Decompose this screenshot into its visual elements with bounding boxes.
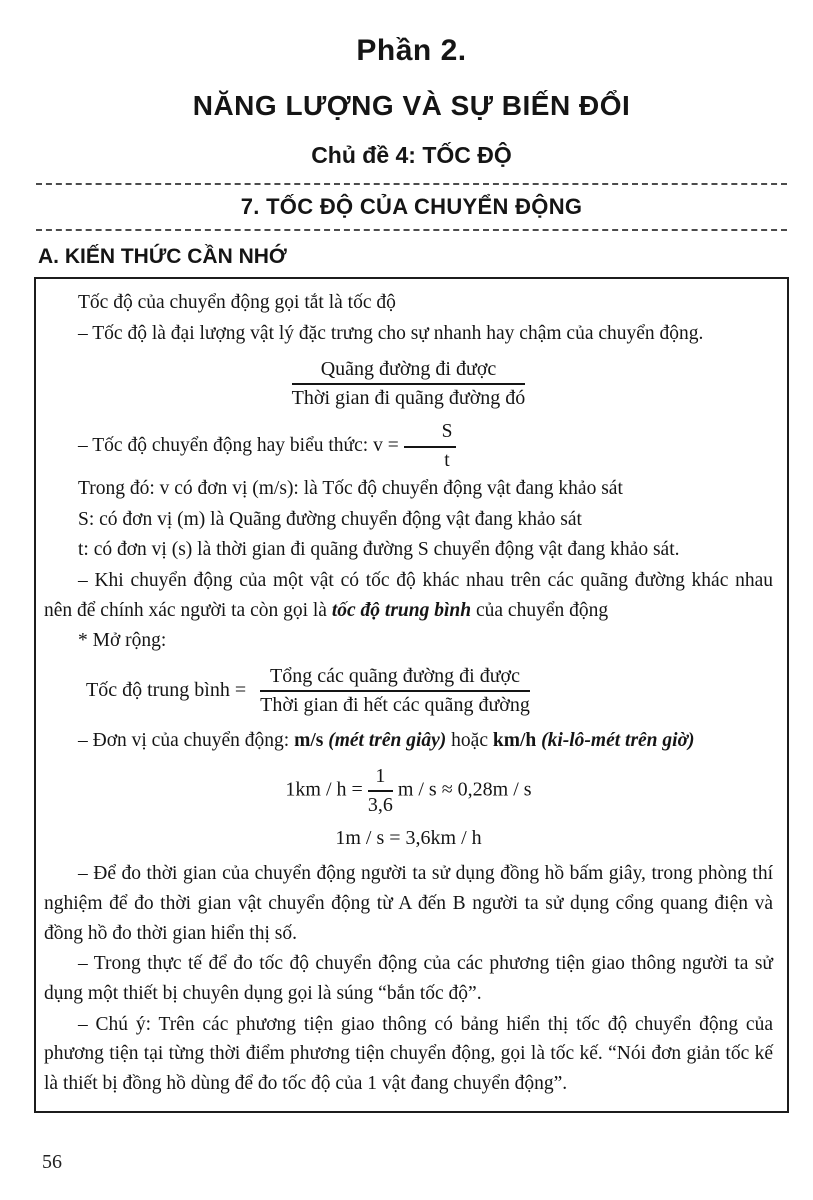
definition-paragraph: – Tốc độ là đại lượng vật lý đặc trưng cho sự nhanh hay chậm của chuyển động.	[78, 322, 704, 344]
unit-ms-note: (mét trên giây)	[323, 729, 447, 751]
avg-fraction-denominator: Thời gian đi hết các quãng đường	[260, 693, 530, 716]
average-speed-paragraph	[44, 566, 773, 625]
average-speed-formula	[44, 664, 773, 718]
conversion-fraction-numerator: 1	[368, 764, 393, 792]
part-title: NĂNG LƯỢNG VÀ SỰ BIẾN ĐỔI	[192, 90, 631, 121]
avg-para-emphasis: tốc độ trung bình	[331, 599, 472, 621]
unit-lead: – Đơn vị của chuyển động:	[78, 729, 295, 751]
expression-paragraph	[44, 420, 773, 473]
unit-kmh: km/h	[492, 729, 537, 751]
v-fraction-numerator: S	[404, 420, 457, 447]
conversion-kmh-rhs: m / s ≈ 0,28m / s	[397, 778, 532, 801]
unit-mid: hoặc	[446, 729, 493, 751]
conversion-ms-formula: 1m / s = 3,6km / h	[335, 827, 482, 850]
conversion-kmh-lhs: 1km / h =	[285, 778, 363, 801]
conversion-kmh-formula	[44, 764, 773, 818]
avg-para-after: của chuyển động	[471, 599, 609, 621]
speed-definition-fraction	[44, 357, 773, 411]
unit-kmh-note: (ki-lô-mét trên giờ)	[536, 729, 695, 751]
unit-paragraph	[44, 726, 773, 756]
v-fraction-denominator: t	[444, 449, 450, 471]
fraction	[292, 357, 526, 411]
average-speed-fraction	[260, 664, 530, 718]
speed-gun-paragraph: – Trong thực tế để đo tốc độ chuyển động của các phương tiện giao thông người ta sử dụng một thiết bị chuyên dụng gọi là súng “bắn tốc độ”.	[44, 953, 773, 1004]
v-fraction	[404, 420, 457, 473]
intro-paragraph: Tốc độ của chuyển động gọi tắt là tốc độ	[78, 292, 396, 313]
lesson-title: 7. TỐC ĐỘ CỦA CHUYỂN ĐỘNG	[240, 194, 583, 219]
where-s-paragraph: S: có đơn vị (m) là Quãng đường chuyển động vật đang khảo sát	[78, 508, 582, 530]
topic-title: Chủ đề 4: TỐC ĐỘ	[311, 142, 512, 168]
extension-label: * Mở rộng:	[78, 630, 167, 652]
dashed-divider-bottom	[36, 229, 787, 231]
where-t-paragraph: t: có đơn vị (s) là thời gian đi quãng đường S chuyển động vật đang khảo sát.	[78, 539, 680, 561]
conversion-fraction	[368, 764, 393, 818]
unit-ms: m/s	[294, 729, 324, 751]
fraction-numerator: Quãng đường đi được	[292, 357, 526, 385]
time-measurement-paragraph: – Để đo thời gian của chuyển động người ta sử dụng đồng hồ bấm giây, trong phòng thí nghiệm để đo thời gian vật chuyển động từ A đến B người ta sử dụng cổng quang điện và đồng hồ đo thời gian hiển thị số.	[44, 863, 773, 944]
dashed-divider-top	[36, 183, 787, 185]
note-paragraph: – Chú ý: Trên các phương tiện giao thông có bảng hiển thị tốc độ chuyển động của phương tiện tại từng thời điểm phương tiện chuyển động, gọi là tốc kế. “Nói đơn giản tốc kế là thiết bị đồng hồ dùng để đo tốc độ của 1 vật đang chuyển động”.	[44, 1013, 773, 1094]
knowledge-box	[34, 277, 789, 1113]
avg-fraction-numerator: Tổng các quãng đường đi được	[260, 664, 530, 692]
where-v-paragraph: Trong đó: v có đơn vị (m/s): là Tốc độ chuyển động vật đang khảo sát	[78, 478, 623, 499]
expression-lhs: v =	[373, 435, 399, 457]
conversion-fraction-denominator: 3,6	[367, 794, 393, 817]
section-a-heading: A. KIẾN THỨC CẦN NHỚ	[38, 245, 287, 268]
average-speed-formula-label: Tốc độ trung bình =	[86, 679, 247, 702]
expression-intro: – Tốc độ chuyển động hay biểu thức:	[78, 435, 369, 457]
fraction-denominator: Thời gian đi quãng đường đó	[291, 387, 526, 410]
avg-para-before: – Khi chuyển động của một vật có tốc độ khác nhau trên các quãng đường khác nhau nên để chính xác người ta còn gọi là	[44, 569, 773, 621]
part-label: Phần 2.	[356, 34, 467, 67]
page-number: 56	[42, 1151, 62, 1173]
